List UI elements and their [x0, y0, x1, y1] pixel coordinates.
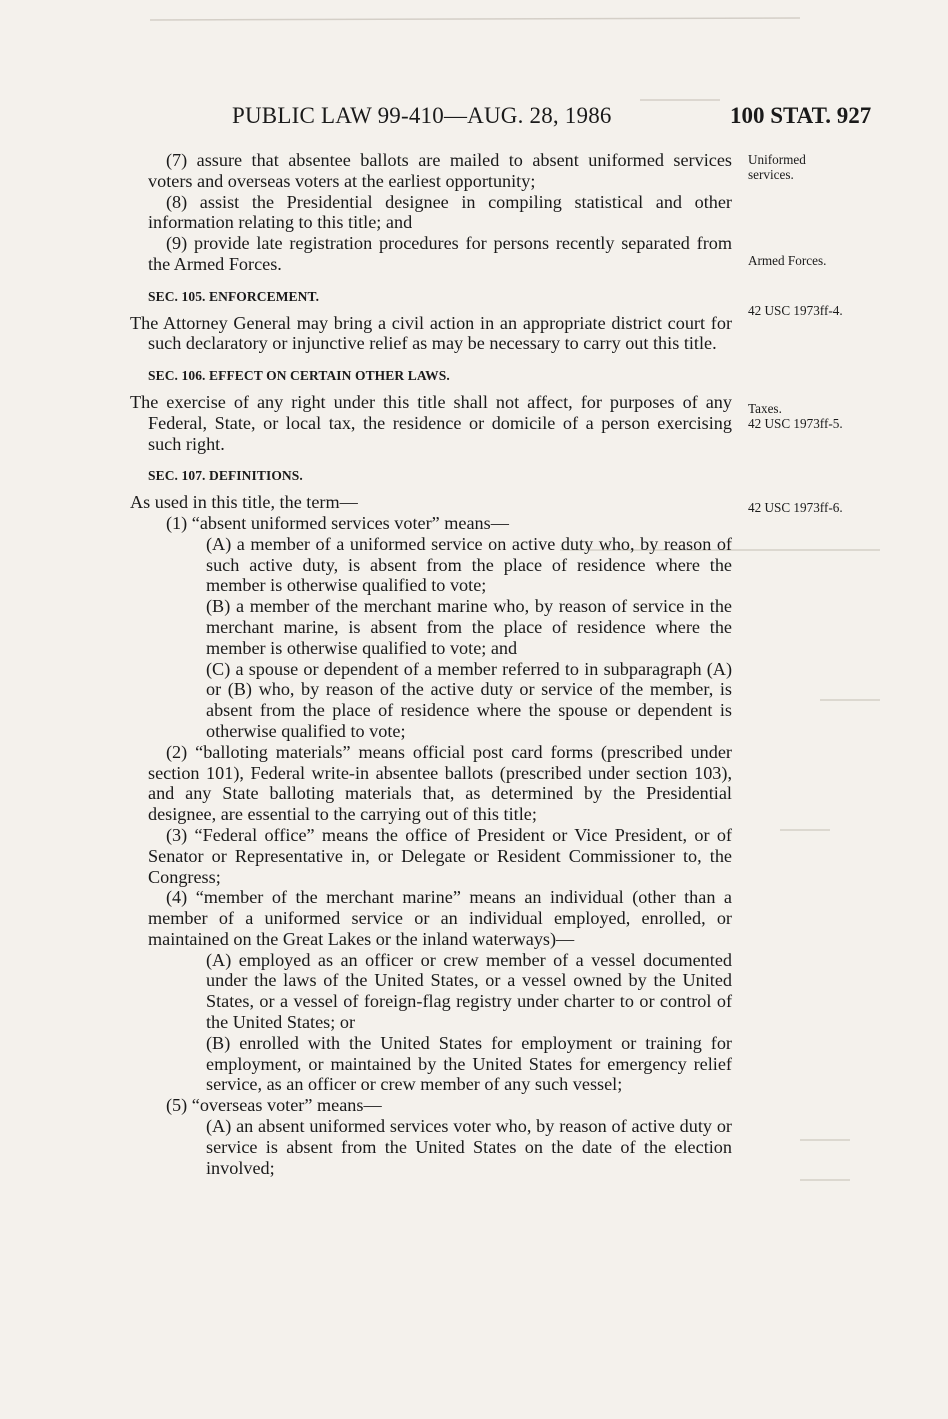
margin-note-usc-1973ff-4	[748, 303, 843, 318]
margin-note-taxes-line2: 42 USC 1973ff-5.	[748, 416, 843, 431]
definition-4: (4) “member of the merchant marine” means an individual (other than a member of a uniformed service or an individual employed, enrolled, or maintained on the Great Lakes or the inland waterways)—	[148, 887, 732, 949]
margin-note-armed-forces-line1: Armed Forces.	[748, 253, 827, 268]
definition-1c: (C) a spouse or dependent of a member referred to in subparagraph (A) or (B) who, by reason of the active duty or service of the member, is absent from the place of residence where the spouse or dependent is otherwise qualified to vote;	[206, 658, 732, 741]
document-body	[130, 150, 732, 1178]
margin-note-usc-1973ff-4-line1: 42 USC 1973ff-4.	[748, 303, 843, 318]
definition-4b: (B) enrolled with the United States for employment or training for employment, or maintained by the United States for emergency relief service, as an officer or crew member of any such vessel;	[206, 1032, 732, 1095]
definition-5a: (A) an absent uniformed services voter who, by reason of active duty or service is absent from the United States on the date of the election involved;	[206, 1116, 732, 1178]
definition-2: (2) “balloting materials” means official post card forms (prescribed under section 101), Federal write-in absentee ballots (prescribed under section 103), and any State balloting materials that, as determined by the Presidential designee, are essential to the carrying out of this title;	[148, 741, 732, 825]
definition-1: (1) “absent uniformed services voter” means—	[166, 512, 509, 533]
page-header-stat: 100 STAT. 927	[730, 103, 872, 128]
section-106-text: The exercise of any right under this title shall not affect, for purposes of any Federal, State, or local tax, the residence or domicile of a person exercising such right.	[130, 391, 732, 454]
definition-3: (3) “Federal office” means the office of President or Vice President, or of Senator or Representative in, or Delegate or Resident Commissioner to, the Congress;	[148, 824, 732, 887]
page-header-title: PUBLIC LAW 99-410—AUG. 28, 1986	[232, 103, 612, 128]
margin-note-uniformed-line1: Uniformed	[748, 152, 806, 167]
paragraph-8: (8) assist the Presidential designee in compiling statistical and other information relating to this title; and	[148, 191, 732, 233]
margin-note-taxes-line1: Taxes.	[748, 401, 782, 416]
section-106-heading: SEC. 106. EFFECT ON CERTAIN OTHER LAWS.	[148, 368, 450, 384]
margin-note-uniformed-line2: services.	[748, 167, 794, 182]
definition-1a: (A) a member of a uniformed service on active duty who, by reason of such active duty, is absent from the place of residence where the member is otherwise qualified to vote;	[206, 533, 732, 596]
definition-1b: (B) a member of the merchant marine who, by reason of service in the merchant marine, is absent from the place of residence where the member is otherwise qualified to vote; and	[206, 596, 732, 658]
margin-note-uniformed	[748, 152, 806, 182]
paragraph-7: (7) assure that absentee ballots are mailed to absent uniformed services voters and overseas voters at the earliest opportunity;	[148, 150, 732, 191]
margin-note-usc-1973ff-6	[748, 500, 843, 515]
margin-note-taxes	[748, 401, 843, 431]
margin-note-armed-forces	[748, 253, 826, 268]
paragraph-9: (9) provide late registration procedures for persons recently separated from the Armed Forces.	[148, 233, 732, 274]
section-107-intro: As used in this title, the term—	[130, 492, 358, 513]
section-107-heading: SEC. 107. DEFINITIONS.	[148, 468, 303, 484]
section-105-text: The Attorney General may bring a civil action in an appropriate district court for such declaratory or injunctive relief as may be necessary to carry out this title.	[130, 312, 732, 354]
definition-4a: (A) employed as an officer or crew member of a vessel documented under the laws of the United States, or a vessel owned by the United States, or a vessel of foreign-flag registry under charter to or control of the United States; or	[206, 949, 732, 1033]
section-105-heading: SEC. 105. ENFORCEMENT.	[148, 288, 320, 304]
definition-5: (5) “overseas voter” means—	[166, 1095, 382, 1116]
margin-note-usc-1973ff-6-line1: 42 USC 1973ff-6.	[748, 500, 843, 515]
